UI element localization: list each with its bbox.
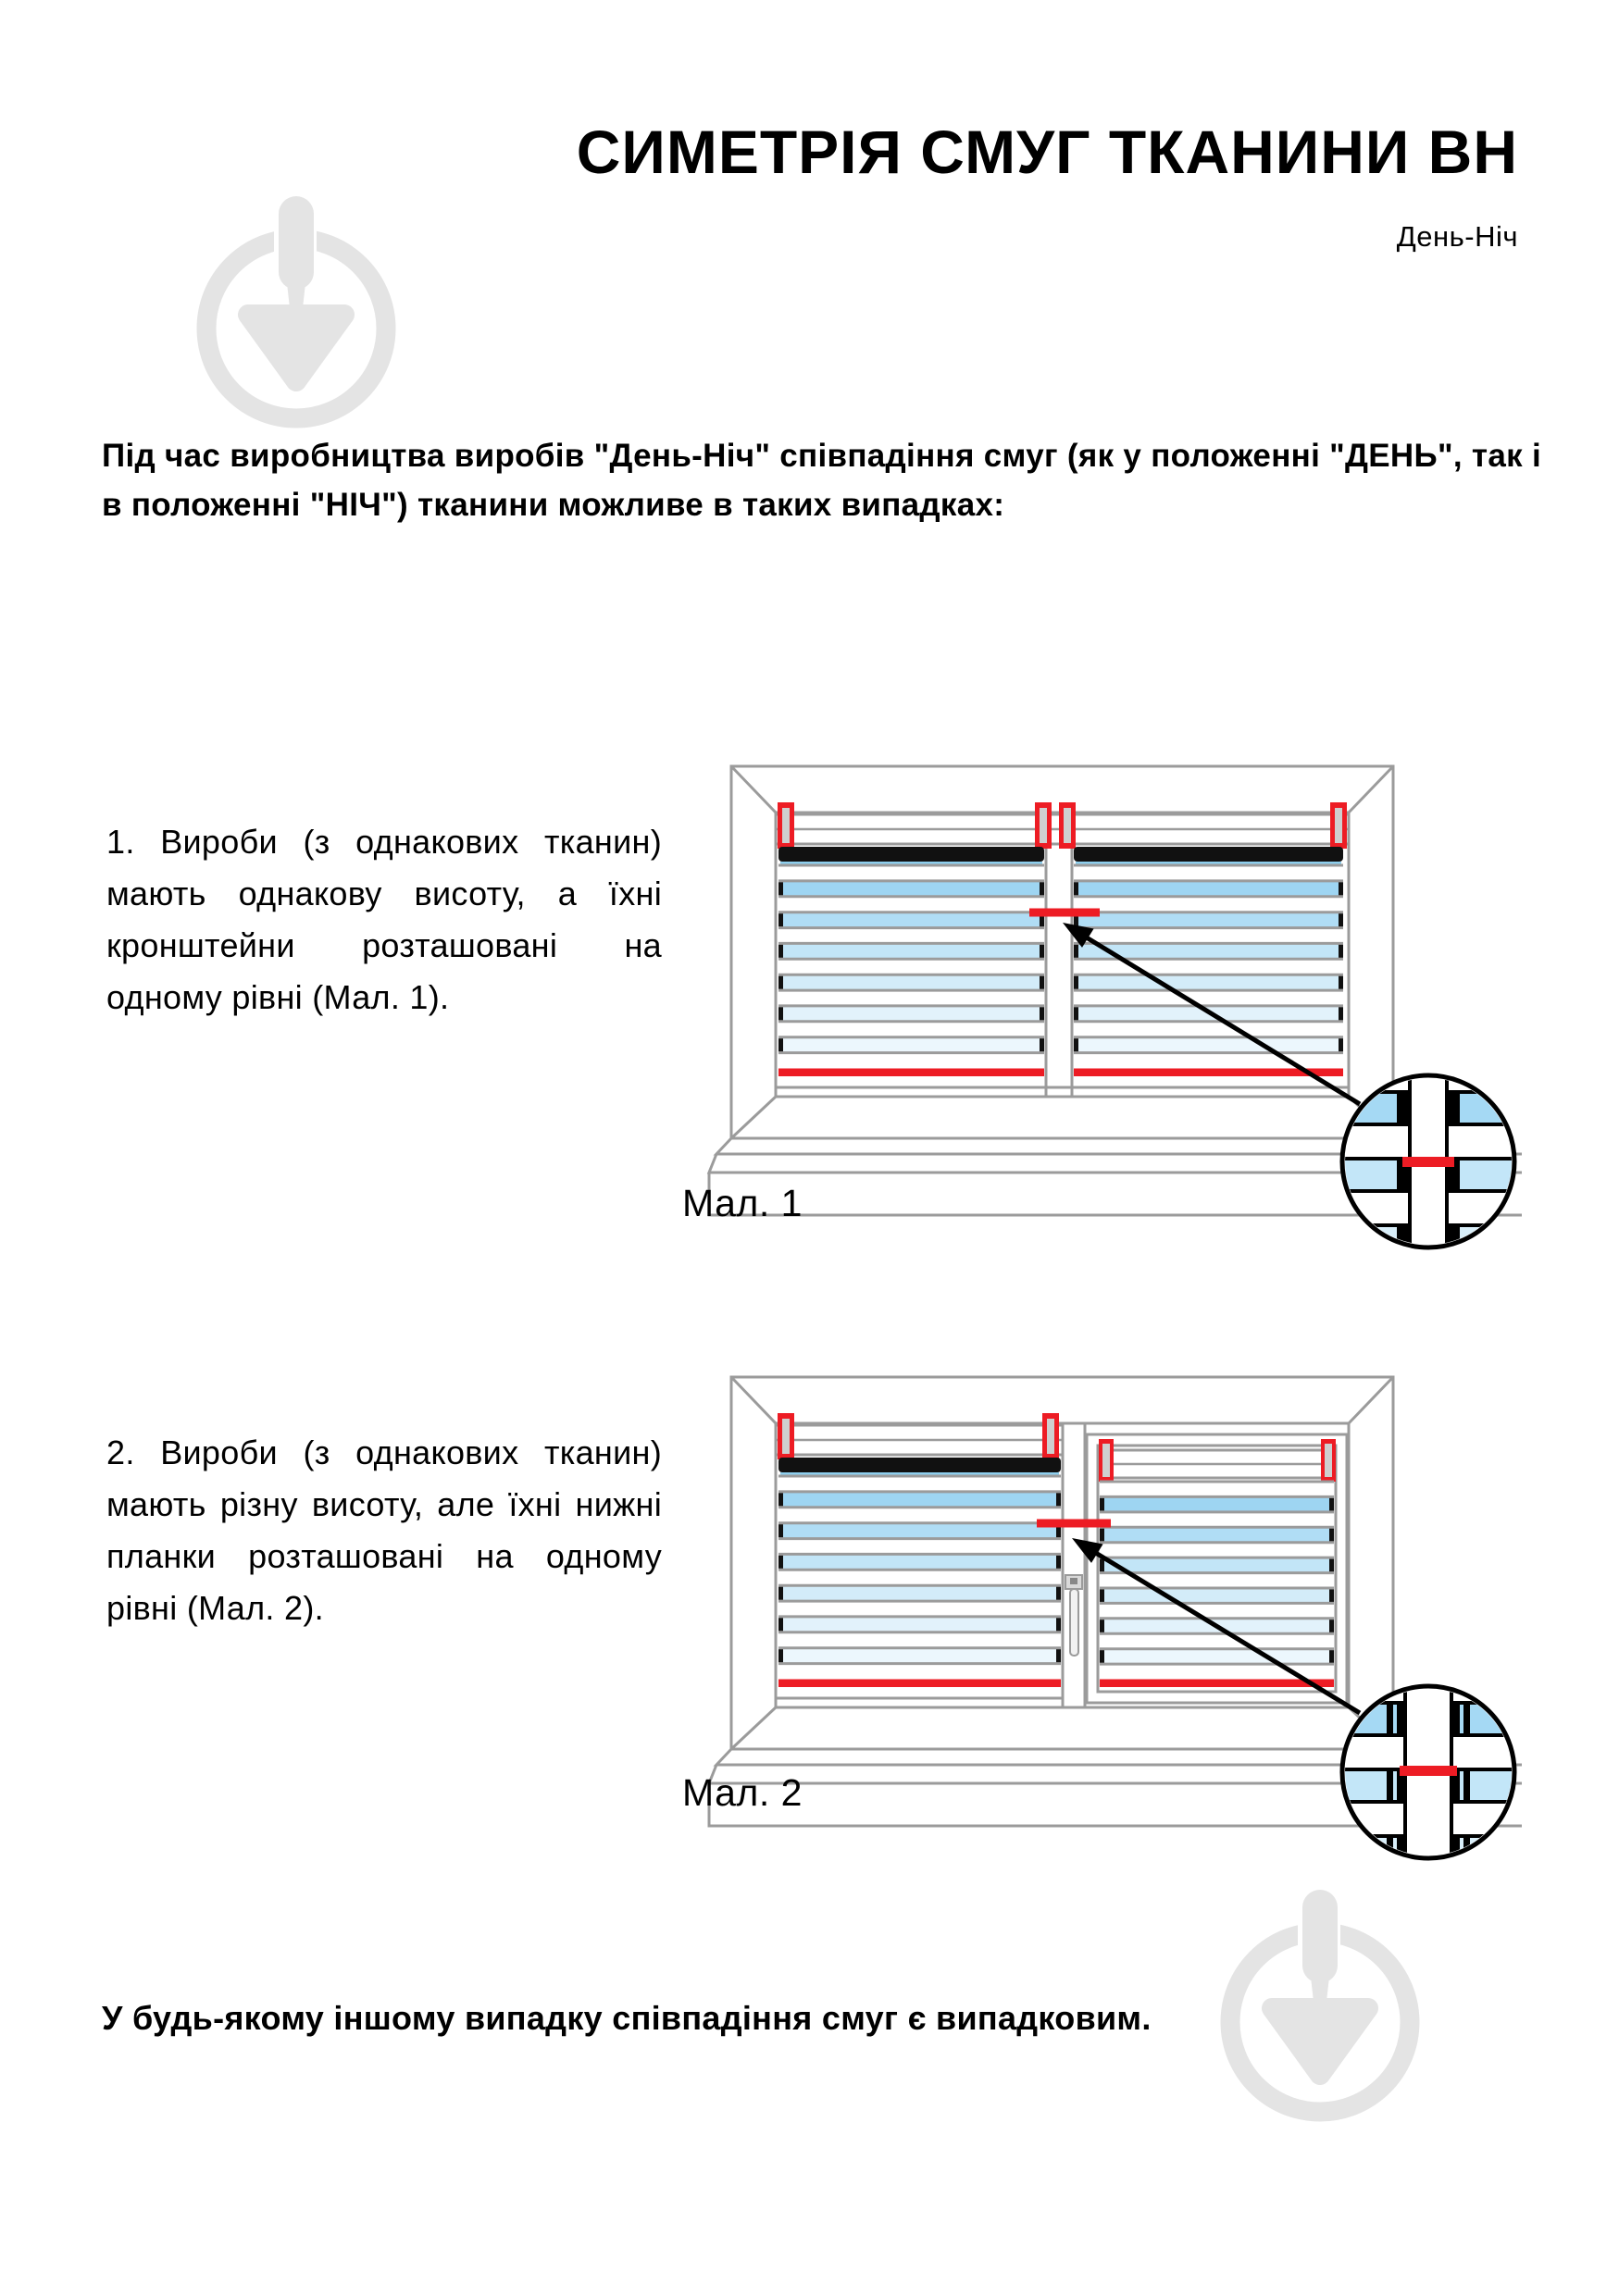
figure-2-caption: Мал. 2 [682,1771,803,1814]
bottom-bar-left [778,1069,1044,1077]
footer-note: У будь-якому іншому випадку співпадіння смуг є випадковим. [102,1999,1152,2037]
bottom-bar-left [778,1680,1061,1688]
figure-1-illustration [704,736,1537,1309]
cassette-bar-left [776,1425,1063,1455]
page-subtitle: День-Ніч [1396,220,1518,253]
figure-1-caption: Мал. 1 [682,1182,803,1224]
figure-2 [704,1347,1537,1920]
alignment-mark-zoomed [1402,1157,1454,1167]
intro-paragraph: Під час виробництва виробів "День-Ніч" співпадіння смуг (як у положенні "ДЕНЬ", так і в положенні "НІЧ") тканини можливе в таких випадках: [102,438,1541,523]
figure-2-illustration [704,1347,1537,1920]
alignment-mark [1029,909,1100,917]
page-title: СИМЕТРІЯ СМУГ ТКАНИНИ ВН [576,118,1518,186]
cassette-bar-right [1098,1450,1336,1478]
magnifier-detail [1338,1075,1519,1259]
alignment-mark-zoomed [1400,1766,1457,1776]
brand-trowel-watermark-icon [1220,1888,1424,2138]
brand-trowel-watermark-icon [196,194,400,444]
list-item-1: 1. Вироби (з однакових тканин) мають однакову висоту, а їхні кронштейни розташовані на одному рівні (Мал. 1). [106,823,662,1016]
alignment-mark [1037,1520,1111,1528]
figure-1 [704,736,1537,1309]
bottom-bar-right [1100,1680,1334,1688]
list-item-2: 2. Вироби (з однакових тканин) мають різну висоту, але їхні нижні планки розташовані на одному рівні (Мал. 2). [106,1433,662,1627]
